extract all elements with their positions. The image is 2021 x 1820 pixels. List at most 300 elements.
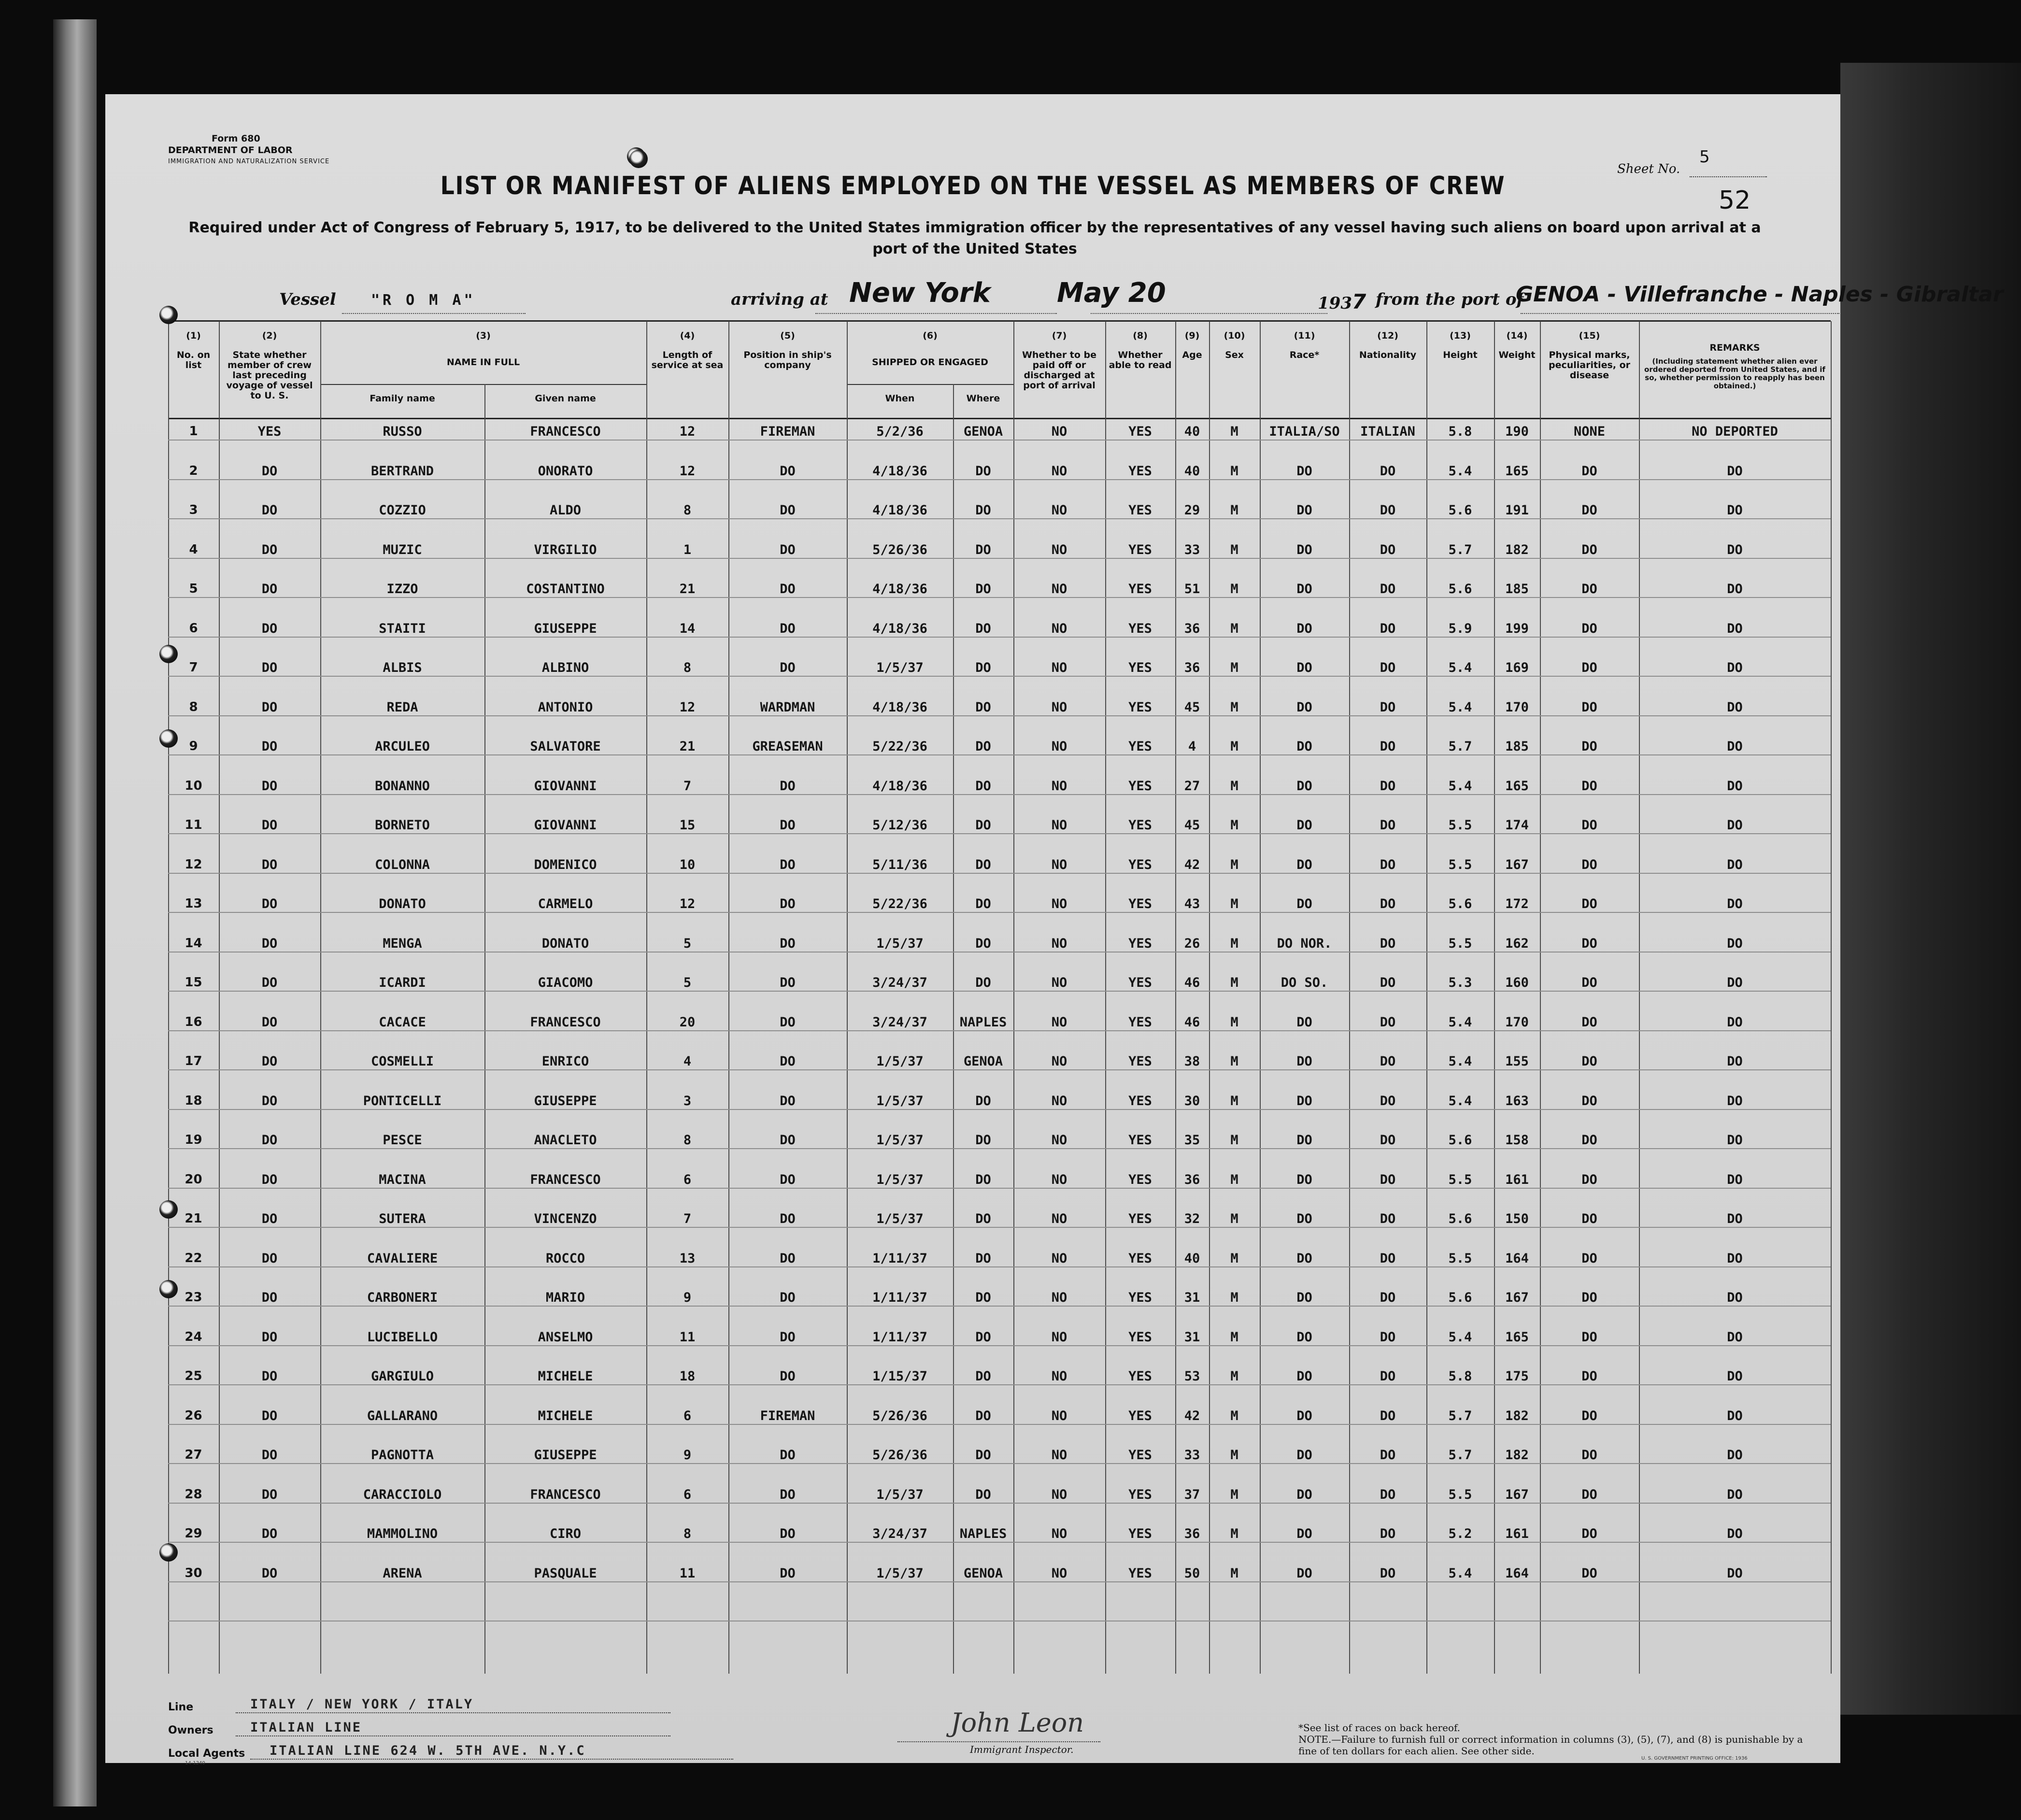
table-cell: 45 [1184, 699, 1200, 715]
table-cell: NO [1051, 1133, 1067, 1148]
punch-hole [159, 306, 178, 324]
table-cell: DO [1380, 975, 1396, 990]
table-cell: DO [1380, 1369, 1396, 1384]
table-cell: 182 [1505, 1448, 1529, 1463]
table-cell: 5.6 [1448, 1211, 1472, 1226]
table-cell: DO [780, 857, 796, 872]
table-cell: SUTERA [379, 1211, 426, 1226]
table-cell: DO [1727, 778, 1743, 794]
table-cell: ITALIA/SO [1269, 424, 1340, 439]
table-cell: DO [261, 1408, 278, 1423]
table-cell: YES [1128, 1448, 1152, 1463]
table-cell: 14 [185, 936, 202, 951]
table-cell: YES [1128, 896, 1152, 911]
table-cell: DO [1380, 503, 1396, 518]
table-cell: DO [1581, 1211, 1597, 1226]
header-bottom-rule [168, 418, 1831, 419]
row-rule [168, 637, 1831, 638]
column-number: (1) [186, 330, 201, 341]
table-cell: DO [780, 1251, 796, 1266]
arrival-date: May 20 [1057, 277, 1166, 309]
table-cell: DO [261, 699, 278, 715]
table-cell: DO [261, 582, 278, 597]
table-cell: DO [1296, 1211, 1312, 1226]
table-cell: 5/22/36 [872, 896, 927, 911]
table-cell: 4/18/36 [872, 699, 927, 715]
table-cell: 5.8 [1448, 1369, 1472, 1384]
table-cell: 5.4 [1448, 1565, 1472, 1581]
row-rule [168, 1503, 1831, 1504]
owners-label: Owners [168, 1724, 213, 1736]
table-cell: DO [261, 660, 278, 675]
table-cell: DO [975, 542, 991, 557]
table-cell: DO [261, 621, 278, 636]
table-cell: DO [975, 621, 991, 636]
table-cell: 53 [1184, 1369, 1200, 1384]
column-rule [1013, 321, 1014, 1674]
table-cell: 1/11/37 [872, 1290, 927, 1305]
table-cell: STAITI [379, 621, 426, 636]
table-cell: DO [780, 1093, 796, 1109]
vessel-name: "R O M A" [371, 292, 476, 309]
table-cell: 5.6 [1448, 896, 1472, 911]
table-cell: PONTICELLI [363, 1093, 442, 1109]
column-number: (7) [1052, 330, 1067, 341]
table-cell: M [1230, 1014, 1238, 1030]
table-cell: DO [975, 1487, 991, 1502]
column-number: (14) [1506, 330, 1528, 341]
punch-hole [159, 1200, 178, 1219]
table-cell: DO [261, 1251, 278, 1266]
table-cell: M [1230, 1251, 1238, 1266]
row-rule [168, 991, 1831, 992]
column-number: (8) [1133, 330, 1148, 341]
row-rule [168, 479, 1831, 480]
subtitle-line-2: port of the United States [872, 241, 1077, 257]
table-cell: 40 [1184, 424, 1200, 439]
table-cell: YES [1128, 1172, 1152, 1187]
table-cell: DO [1581, 975, 1597, 990]
column-number: (2) [262, 330, 277, 341]
table-cell: YES [1128, 1290, 1152, 1305]
table-cell: 5/26/36 [872, 542, 927, 557]
table-cell: 4/18/36 [872, 582, 927, 597]
table-cell: 158 [1505, 1133, 1529, 1148]
row-rule [168, 1109, 1831, 1110]
table-cell: 165 [1505, 463, 1529, 479]
table-cell: 16 [185, 1014, 202, 1029]
table-cell: 165 [1505, 1329, 1529, 1345]
column-header: Nationality [1359, 350, 1417, 360]
table-cell: 5.5 [1448, 936, 1472, 951]
table-cell: DO [1296, 1408, 1312, 1423]
table-cell: 6 [683, 1172, 692, 1187]
page-number: 52 [1719, 186, 1751, 215]
sheet-number: 5 [1699, 147, 1710, 167]
table-cell: M [1230, 463, 1238, 479]
table-cell: DO [1727, 1251, 1743, 1266]
table-cell: 9 [189, 739, 198, 754]
table-cell: DO [780, 1526, 796, 1541]
table-cell: DO [1380, 1565, 1396, 1581]
row-rule [168, 754, 1831, 755]
table-cell: 167 [1505, 1290, 1529, 1305]
table-cell: DO [780, 778, 796, 794]
table-cell: M [1230, 424, 1238, 439]
row-rule [168, 1345, 1831, 1346]
table-cell: 5.6 [1448, 503, 1472, 518]
table-cell: DO [1380, 1408, 1396, 1423]
table-cell: 30 [185, 1565, 202, 1580]
table-cell: NO [1051, 1093, 1067, 1109]
column-header: Height [1443, 350, 1478, 360]
table-cell: DO [780, 1448, 796, 1463]
table-cell: DO [1296, 1487, 1312, 1502]
table-cell: DO [261, 1133, 278, 1148]
table-cell: 7 [189, 660, 198, 675]
table-cell: WARDMAN [760, 699, 815, 715]
table-cell: YES [1128, 778, 1152, 794]
table-cell: 1/11/37 [872, 1329, 927, 1345]
table-cell: 2 [189, 463, 198, 478]
form-header [168, 133, 329, 168]
table-cell: DO [780, 1014, 796, 1030]
table-cell: DO [975, 699, 991, 715]
table-cell: 36 [1184, 1526, 1200, 1541]
table-cell: DO [1727, 660, 1743, 675]
table-cell: 5.4 [1448, 1054, 1472, 1069]
table-cell: NO [1051, 542, 1067, 557]
line-label: Line [168, 1701, 194, 1713]
table-cell: YES [1128, 621, 1152, 636]
departure-ports: GENOA - Villefranche - Naples - Gibraltar [1516, 282, 2004, 307]
table-cell: 40 [1184, 463, 1200, 479]
table-cell: DO [780, 818, 796, 833]
subheader-divider [484, 384, 485, 418]
table-cell: NO [1051, 936, 1067, 951]
table-cell: NONE [1573, 424, 1606, 439]
column-number: (12) [1377, 330, 1398, 341]
table-cell: DO [1380, 1014, 1396, 1030]
column-number: (6) [923, 330, 938, 341]
table-cell: GIUSEPPE [534, 1093, 597, 1109]
table-cell: DO [780, 582, 796, 597]
table-cell: 9 [683, 1290, 692, 1305]
column-header: Race* [1289, 350, 1320, 360]
column-rule [1540, 321, 1541, 1674]
table-cell: 1/5/37 [876, 660, 924, 675]
inspector-label: Immigrant Inspector. [970, 1744, 1074, 1755]
table-cell: 12 [679, 424, 696, 439]
header-rule [168, 320, 1831, 322]
table-cell: 31 [1184, 1290, 1200, 1305]
table-cell: DO [1380, 463, 1396, 479]
table-cell: 182 [1505, 542, 1529, 557]
table-cell: DO [261, 936, 278, 951]
table-cell: 5.5 [1448, 857, 1472, 872]
column-rule [728, 321, 729, 1674]
table-cell: DO [1380, 818, 1396, 833]
table-cell: M [1230, 582, 1238, 597]
row-rule [168, 1069, 1831, 1070]
table-cell: DO [975, 857, 991, 872]
table-cell: YES [1128, 936, 1152, 951]
table-cell: M [1230, 1329, 1238, 1345]
table-cell: DO [1727, 463, 1743, 479]
arrival-port: New York [849, 277, 991, 309]
column-rule [1105, 321, 1106, 1674]
table-cell: DO [1581, 542, 1597, 557]
table-cell: 21 [679, 739, 696, 754]
subtitle-line-1: Required under Act of Congress of February 5, 1917, to be delivered to the United States immigration officer by the representatives of any vessel having such aliens on board upon arrival at a [188, 219, 1761, 236]
table-cell: 174 [1505, 818, 1529, 833]
table-cell: DO [1581, 936, 1597, 951]
table-cell: DO [780, 1054, 796, 1069]
table-cell: M [1230, 1290, 1238, 1305]
table-cell: NO [1051, 1211, 1067, 1226]
table-cell: 5/26/36 [872, 1408, 927, 1423]
table-cell: 12 [679, 463, 696, 479]
table-cell: DO [1581, 1172, 1597, 1187]
table-cell: GENOA [963, 1565, 1003, 1581]
table-cell: 1/5/37 [876, 936, 924, 951]
table-cell: 5.4 [1448, 778, 1472, 794]
table-cell: 27 [1184, 778, 1200, 794]
punch-hole [159, 1280, 178, 1298]
penalty-note: NOTE.—Failure to furnish full or correct information in columns (3), (5), (7), and (8) is punishable by a fine of ten dollars for each alien. See other side. [1298, 1734, 1803, 1757]
table-cell: YES [1128, 582, 1152, 597]
column-rule [1639, 321, 1640, 1674]
table-cell: 36 [1184, 621, 1200, 636]
table-cell: 5.7 [1448, 1408, 1472, 1423]
table-cell: 8 [189, 699, 198, 714]
row-rule [168, 1463, 1831, 1464]
table-cell: 1/5/37 [876, 1133, 924, 1148]
table-cell: REDA [386, 699, 418, 715]
table-cell: DO [780, 1487, 796, 1502]
table-cell: 29 [1184, 503, 1200, 518]
printer-imprint: U. S. GOVERNMENT PRINTING OFFICE: 1936 [1641, 1756, 1748, 1761]
table-cell: NO [1051, 739, 1067, 754]
table-cell: 20 [185, 1172, 202, 1187]
column-subheader: Where [966, 393, 1000, 404]
table-cell: DO [1581, 503, 1597, 518]
table-cell: 15 [185, 975, 202, 990]
inspector-signature: John Leon [951, 1707, 1084, 1738]
column-header: Position in ship's company [743, 350, 832, 370]
table-cell: BERTRAND [370, 463, 434, 479]
table-cell: DO [1581, 1369, 1597, 1384]
column-header: No. on list [176, 350, 211, 370]
table-cell: DO [780, 1369, 796, 1384]
table-cell: DONATO [541, 936, 589, 951]
column-number: (3) [476, 330, 491, 341]
column-rule [1349, 321, 1350, 1674]
table-cell: DO [1296, 778, 1312, 794]
table-cell: NO [1051, 699, 1067, 715]
table-cell: DO [780, 936, 796, 951]
table-cell: DO [780, 660, 796, 675]
table-cell: CARACCIOLO [363, 1487, 442, 1502]
column-number: (4) [680, 330, 695, 341]
row-rule [168, 1030, 1831, 1031]
table-cell: YES [1128, 542, 1152, 557]
table-cell: DO [1727, 1329, 1743, 1345]
column-header: Whether able to read [1109, 350, 1172, 370]
table-cell: DO [780, 621, 796, 636]
table-cell: M [1230, 739, 1238, 754]
row-rule [168, 597, 1831, 598]
table-cell: DO [261, 542, 278, 557]
table-cell: 23 [185, 1290, 202, 1305]
table-cell: NO DEPORTED [1692, 424, 1778, 439]
table-cell: DO [261, 1329, 278, 1345]
table-cell: MAMMOLINO [367, 1526, 438, 1541]
column-header: NAME IN FULL [446, 357, 520, 368]
table-cell: YES [1128, 463, 1152, 479]
table-cell: 51 [1184, 582, 1200, 597]
column-rule [1260, 321, 1261, 1674]
table-cell: DO [261, 778, 278, 794]
table-cell: 170 [1505, 1014, 1529, 1030]
subheader-divider [953, 384, 954, 418]
table-cell: IZZO [386, 582, 418, 597]
table-cell: NO [1051, 975, 1067, 990]
table-cell: 1/5/37 [876, 1172, 924, 1187]
punch-hole [159, 645, 178, 663]
table-cell: YES [1128, 1329, 1152, 1345]
table-cell: YES [1128, 699, 1152, 715]
table-cell: MICHELE [538, 1369, 593, 1384]
table-cell: 25 [185, 1369, 202, 1383]
table-cell: 7 [683, 778, 692, 794]
table-cell: YES [1128, 660, 1152, 675]
table-cell: DO [1296, 857, 1312, 872]
column-number: (5) [780, 330, 795, 341]
table-cell: DO [975, 463, 991, 479]
table-cell: 1 [189, 424, 198, 439]
table-cell: 35 [1184, 1133, 1200, 1148]
table-cell: M [1230, 975, 1238, 990]
table-cell: 167 [1505, 857, 1529, 872]
table-cell: DO [261, 1093, 278, 1109]
table-cell: DO [1727, 1487, 1743, 1502]
table-cell: DO [1727, 542, 1743, 557]
table-cell: DO [975, 975, 991, 990]
column-number: (13) [1450, 330, 1471, 341]
table-cell: ALBIS [383, 660, 422, 675]
table-cell: VIRGILIO [534, 542, 597, 557]
table-cell: DO [261, 1369, 278, 1384]
table-cell: DO [1581, 1093, 1597, 1109]
table-cell: NO [1051, 778, 1067, 794]
table-cell: 11 [185, 818, 202, 832]
table-cell: NO [1051, 1526, 1067, 1541]
table-cell: M [1230, 542, 1238, 557]
table-cell: 26 [1184, 936, 1200, 951]
table-cell: YES [1128, 1211, 1152, 1226]
table-cell: M [1230, 660, 1238, 675]
table-cell: GREASEMAN [752, 739, 823, 754]
column-number: (15) [1579, 330, 1600, 341]
table-cell: DO [261, 1211, 278, 1226]
table-cell: 1/11/37 [872, 1251, 927, 1266]
table-cell: NO [1051, 1487, 1067, 1502]
table-cell: DO [261, 1290, 278, 1305]
table-cell: CARMELO [538, 896, 593, 911]
owners-value: ITALIAN LINE [250, 1720, 362, 1735]
arriving-label: arriving at [731, 290, 828, 309]
table-cell: DO [1380, 582, 1396, 597]
table-cell: NO [1051, 1054, 1067, 1069]
table-cell: M [1230, 1526, 1238, 1541]
scan-shadow [1840, 63, 2021, 1715]
table-cell: 11 [679, 1329, 696, 1345]
line-value: ITALY / NEW YORK / ITALY [250, 1697, 474, 1712]
table-cell: 5.4 [1448, 1014, 1472, 1030]
table-cell: 182 [1505, 1408, 1529, 1423]
table-cell: DO [1380, 699, 1396, 715]
table-cell: DO [780, 1329, 796, 1345]
table-cell: DO [1581, 699, 1597, 715]
table-cell: NO [1051, 621, 1067, 636]
table-cell: 5/26/36 [872, 1448, 927, 1463]
table-cell: DO [1296, 660, 1312, 675]
local-agents-label: Local Agents [168, 1748, 245, 1760]
column-rule [1831, 321, 1832, 1674]
table-cell: YES [1128, 424, 1152, 439]
table-cell: M [1230, 1093, 1238, 1109]
table-cell: YES [1128, 857, 1152, 872]
table-cell: CAVALIERE [367, 1251, 438, 1266]
table-cell: 1/5/37 [876, 1054, 924, 1069]
row-rule [168, 1266, 1831, 1267]
table-cell: DO [975, 1448, 991, 1463]
table-cell: 5.5 [1448, 1487, 1472, 1502]
table-cell: DO [261, 975, 278, 990]
table-cell: GENOA [963, 424, 1003, 439]
table-cell: DO [780, 1565, 796, 1581]
subheader-rule [847, 384, 1013, 385]
table-cell: 18 [679, 1369, 696, 1384]
table-cell: 162 [1505, 936, 1529, 951]
table-cell: MACINA [379, 1172, 426, 1187]
table-cell: 5 [683, 975, 692, 990]
arrival-year [1318, 290, 1366, 313]
table-cell: DO [1380, 739, 1396, 754]
punch-hole [159, 1543, 178, 1562]
row-rule [168, 952, 1831, 953]
table-cell: NO [1051, 1565, 1067, 1581]
manifest-subtitle [154, 217, 1796, 260]
table-cell: DO [975, 1408, 991, 1423]
table-cell: DO [780, 542, 796, 557]
table-cell: 3/24/37 [872, 975, 927, 990]
table-cell: YES [1128, 1565, 1152, 1581]
table-cell: DO [1727, 1565, 1743, 1581]
table-cell: DO [1380, 1133, 1396, 1148]
table-cell: NO [1051, 503, 1067, 518]
table-cell: GALLARANO [367, 1408, 438, 1423]
table-cell: DO [975, 936, 991, 951]
table-cell: 46 [1184, 975, 1200, 990]
table-cell: 164 [1505, 1251, 1529, 1266]
table-cell: MENGA [383, 936, 422, 951]
table-cell: DO [1727, 1133, 1743, 1148]
table-cell: DO [1727, 1369, 1743, 1384]
table-cell: DO [1727, 503, 1743, 518]
table-cell: M [1230, 1369, 1238, 1384]
